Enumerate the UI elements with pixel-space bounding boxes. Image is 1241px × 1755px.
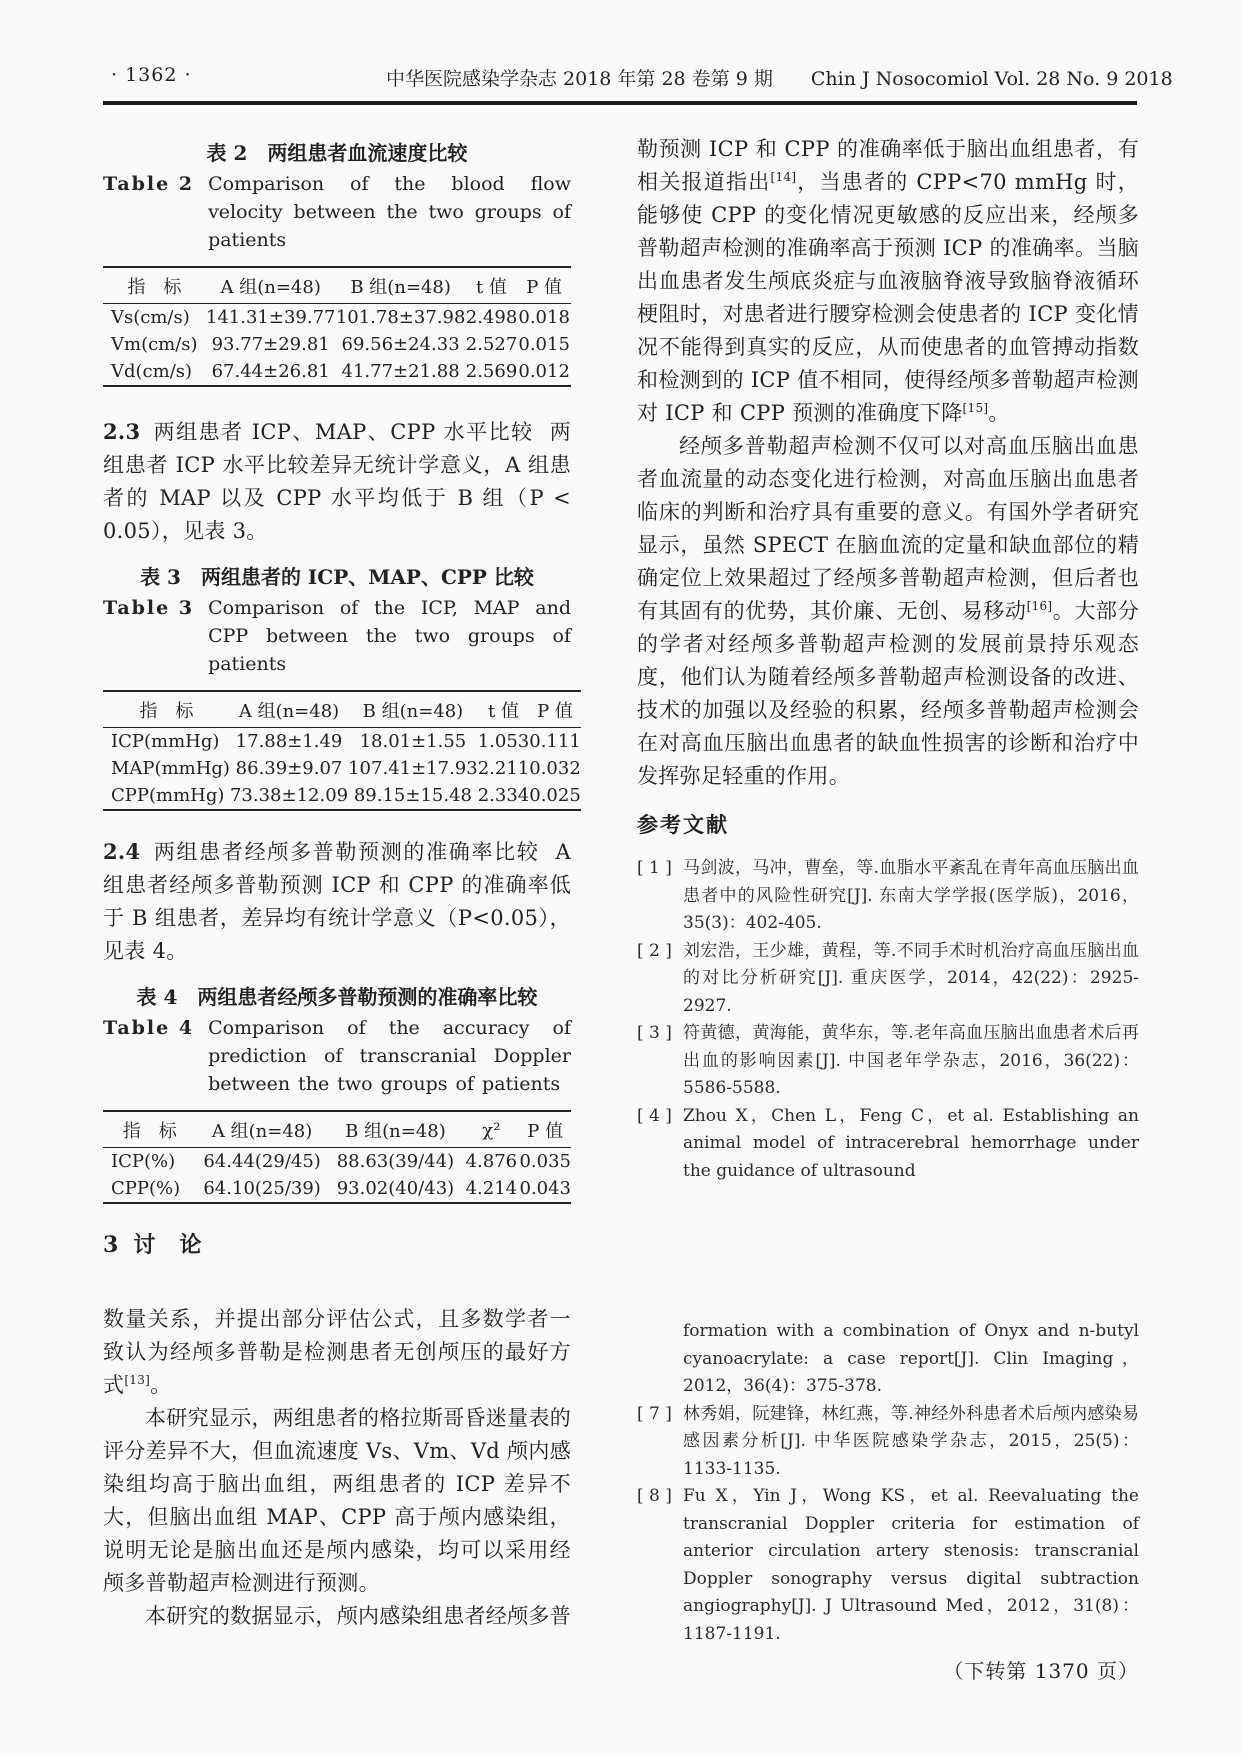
cell: 1.053 <box>477 731 530 752</box>
citation-superscript: [15] <box>962 401 989 415</box>
paragraph-text: 。大部分的学者对经颅多普勒超声检测的发展前景持乐观态度，他们认为随着经颅多普勒超声检测设备的改进、技术的加强以及经验的积累，经颅多普勒超声检测会在对高血压脑出血患者的缺血性损害的诊断和治疗中发挥弥足轻重的作用。 <box>637 599 1139 788</box>
table3-caption-en-text: Comparison of the ICP, MAP and CPP between the two groups of patients <box>208 597 571 675</box>
paragraph-continued <box>103 1303 571 1402</box>
section-title: 两组患者经颅多普勒预测的准确率比较 <box>152 840 540 864</box>
reference-item <box>637 855 1139 938</box>
citation-superscript: [14] <box>770 170 797 184</box>
table3-caption-cn: 表 3 两组患者的 ICP、MAP、CPP 比较 <box>140 565 534 589</box>
table-row <box>103 304 571 332</box>
cell: Vd(cm/s) <box>111 361 193 382</box>
cell: Vs(cm/s) <box>111 307 190 328</box>
cell: 41.77±21.88 <box>341 361 460 382</box>
col-header: A 组(n=48) <box>230 691 348 728</box>
table-header-row <box>103 1111 571 1148</box>
cell: 2.211 <box>477 758 530 779</box>
page-number: · 1362 · <box>111 64 192 86</box>
right-column-top <box>637 133 1139 1185</box>
section-number: 2.4 <box>103 839 141 864</box>
table-row <box>103 782 581 810</box>
right-column-bottom <box>637 1318 1139 1686</box>
paragraph: 本研究的数据显示，颅内感染组患者经颅多普 <box>145 1604 571 1628</box>
reference-text: 林秀娟，阮建锋，林红燕，等.神经外科患者术后颅内感染易感因素分析[J]. 中华医院感染学杂志，2015，25(5)：1133-1135. <box>683 1403 1139 1479</box>
col-header: B 组(n=48) <box>335 267 465 304</box>
col-header: P 值 <box>529 691 581 728</box>
cell: 88.63(39/44) <box>336 1151 455 1172</box>
table-header-row <box>103 267 571 304</box>
reference-item <box>637 1020 1139 1103</box>
cell: 2.498 <box>465 307 518 328</box>
paragraph-text: 数量关系，并提出部分评估公式，且多数学者一致认为经颅多普勒是检测患者无创颅压的最好方式 <box>103 1307 571 1397</box>
table-row <box>103 358 571 386</box>
cell: 2.527 <box>465 334 518 355</box>
left-column-top <box>103 138 581 1259</box>
reference-label: [ 1 ] <box>637 858 672 878</box>
cell: CPP(%) <box>111 1178 181 1199</box>
paragraph-text: 。 <box>988 401 1010 425</box>
continued-on-page-note: （下转第 1370 页） <box>943 1659 1139 1683</box>
cell: 101.78±37.98 <box>335 307 466 328</box>
table-row <box>103 755 581 782</box>
cell: 0.032 <box>529 758 581 779</box>
paragraph-continued <box>637 133 1139 430</box>
cell: 17.88±1.49 <box>235 731 343 752</box>
cell: 2.569 <box>465 361 518 382</box>
paragraph: 本研究显示，两组患者的格拉斯哥昏迷量表的评分差异不大，但血流速度 Vs、Vm、Vd 颅内感染组均高于脑出血组，两组患者的 ICP 差异不大，但脑出血组 MAP、CPP 高于颅内感染组，说明无论是脑出血还是颅内感染，均可以采用经颅多普勒超声检测进行预测。 <box>103 1406 571 1595</box>
references-heading: 参考文献 <box>637 812 729 837</box>
cell: Vm(cm/s) <box>111 334 198 355</box>
reference-continuation <box>637 1318 1139 1401</box>
col-header: P 值 <box>519 1111 571 1148</box>
cell: 0.015 <box>518 334 570 355</box>
section-body: A 组患者经颅多普勒预测 ICP 和 CPP 的准确率低于 B 组患者，差异均有统计学意义（P<0.05），见表 4。 <box>103 840 571 963</box>
cell: 0.012 <box>518 361 570 382</box>
cell: 107.41±17.93 <box>348 758 478 779</box>
paragraph-text: 。 <box>150 1373 172 1397</box>
col-header: A 组(n=48) <box>197 1111 328 1148</box>
citation-superscript: [13] <box>124 1373 151 1387</box>
table2-caption-en-text: Comparison of the blood flow velocity between the two groups of patients <box>208 173 571 251</box>
table2 <box>103 266 571 387</box>
table-row <box>103 331 571 358</box>
table3-caption-en <box>103 594 571 678</box>
table3-caption-en-label: Table 3 <box>103 597 195 619</box>
col-header: B 组(n=48) <box>328 1111 464 1148</box>
col-header: 指 标 <box>103 267 206 304</box>
cell: 0.043 <box>519 1178 571 1199</box>
cell: 0.025 <box>529 785 581 806</box>
table3 <box>103 690 581 811</box>
table-header-row <box>103 691 581 728</box>
section-2-4 <box>103 835 571 968</box>
reference-label: [ 4 ] <box>637 1105 672 1126</box>
cell: 0.111 <box>529 731 581 752</box>
table4-caption-en-text: Comparison of the accuracy of prediction of transcranial Doppler between the two groups of patients <box>208 1017 571 1095</box>
cell: 0.035 <box>519 1151 571 1172</box>
left-column-bottom <box>103 1303 571 1633</box>
reference-text: 马剑波，马冲，曹垒，等.血脂水平紊乱在青年高血压脑出血患者中的风险性研究[J]. 东南大学学报(医学版)，2016，35(3)：402-405. <box>683 858 1139 933</box>
cell: 141.31±39.77 <box>205 307 336 328</box>
cell: 2.334 <box>477 785 530 806</box>
cell: ICP(mmHg) <box>111 731 220 752</box>
section-3-heading <box>103 1228 571 1259</box>
reference-label <box>637 1318 683 1401</box>
cell: CPP(mmHg) <box>111 785 225 806</box>
table4-caption-en <box>103 1014 571 1098</box>
paragraph-text: ，当患者的 CPP<70 mmHg 时，能够使 CPP 的变化情况更敏感的反应出来，经颅多普勒超声检测的准确率高于预测 ICP 的准确率。当脑出血患者发生颅底炎症与血液脑脊液导致脑脊液循环梗阻时，对患者进行腰穿检测会使患者的 ICP 变化情况不能得到真实的反应，从而使患者的血管搏动指数和检测到的 ICP 值不相同，使得经颅多普勒超声检测对 ICP 和 CPP 预测的准确度下降 <box>637 170 1139 425</box>
cell: 4.214 <box>465 1178 518 1199</box>
cell: 67.44±26.81 <box>211 361 330 382</box>
journal-title-line: 中华医院感染学杂志 2018 年第 28 卷第 9 期 Chin J Nosocomiol Vol. 28 No. 9 2018 <box>386 68 1173 90</box>
table-row <box>103 728 581 756</box>
cell: 69.56±24.33 <box>341 334 460 355</box>
col-header: 指 标 <box>103 1111 197 1148</box>
cell: 4.876 <box>465 1151 518 1172</box>
cell: MAP(mmHg) <box>111 758 230 779</box>
reference-text: Fu X，Yin J，Wong KS，et al. Reevaluating the transcranial Doppler criteria for estimation of anterior circulation artery stenosis: transcranial Doppler sonography versus digital subtraction angiography[J]. J Ultrasound Med，2012，31(8)：1187-1191. <box>683 1486 1139 1644</box>
table4-caption-en-label: Table 4 <box>103 1017 195 1039</box>
reference-label: [ 8 ] <box>637 1486 672 1506</box>
table-row <box>103 1175 571 1203</box>
reference-label: [ 7 ] <box>637 1403 672 1424</box>
reference-text: Zhou X，Chen L，Feng C，et al. Establishing an animal model of intracerebral hemorrhage under the guidance of ultrasound <box>683 1105 1139 1181</box>
table2-caption-en <box>103 170 571 254</box>
section-number: 2.3 <box>103 419 141 444</box>
reference-list <box>637 855 1139 1185</box>
reference-label: [ 3 ] <box>637 1023 672 1043</box>
reference-item <box>637 1401 1139 1484</box>
reference-text: 符黄德，黄海能，黄华东，等.老年高血压脑出血患者术后再出血的影响因素[J]. 中国老年学杂志，2016，36(22)：5586-5588. <box>683 1023 1139 1098</box>
cell: 89.15±15.48 <box>353 785 472 806</box>
table4-caption-cn: 表 4 两组患者经颅多普勒预测的准确率比较 <box>136 985 538 1009</box>
cell: 64.10(25/39) <box>203 1178 321 1199</box>
col-header: t 值 <box>466 267 518 304</box>
citation-superscript: [16] <box>1026 599 1053 613</box>
reference-item <box>637 938 1139 1021</box>
cell: 64.44(29/45) <box>203 1151 321 1172</box>
reference-item <box>637 1483 1139 1648</box>
section-number: 3 <box>103 1232 120 1258</box>
reference-item <box>637 1103 1139 1186</box>
reference-text: 刘宏浩，王少雄，黄程，等.不同手术时机治疗高血压脑出血的对比分析研究[J]. 重庆医学，2014，42(22)：2925-2927. <box>683 940 1139 1016</box>
cell: 73.38±12.09 <box>229 785 349 806</box>
col-header: χ² <box>463 1111 519 1148</box>
paragraph <box>637 430 1139 793</box>
cell: ICP(%) <box>111 1151 176 1172</box>
cell: 93.02(40/43) <box>336 1178 455 1199</box>
col-header: A 组(n=48) <box>206 267 336 304</box>
col-header: P 值 <box>517 267 571 304</box>
cell: 18.01±1.55 <box>359 731 467 752</box>
col-header: B 组(n=48) <box>348 691 478 728</box>
col-header: t 值 <box>478 691 530 728</box>
paragraph-text: 勒预测 ICP 和 CPP 的准确率低于脑出血组患者，有相关报道指出 <box>637 137 1139 194</box>
section-body: 两组患者 ICP 水平比较差异无统计学意义，A 组患者的 MAP 以及 CPP 水平均低于 B 组（P < 0.05），见表 3。 <box>103 420 571 543</box>
section-2-3 <box>103 415 571 548</box>
section-title: 两组患者 ICP、MAP、CPP 水平比较 <box>152 420 534 444</box>
paragraph-text: 经颅多普勒超声检测不仅可以对高血压脑出血患者血流量的动态变化进行检测，对高血压脑出血患者临床的判断和治疗具有重要的意义。有国外学者研究显示，虽然 SPECT 在脑血流的定量和缺血部位的精确定位上效果超过了经颅多普勒超声检测，但后者也有其固有的优势，其价廉、无创、易移动 <box>637 434 1139 623</box>
reference-label: [ 2 ] <box>637 940 672 961</box>
page-header <box>103 64 1173 92</box>
col-header: 指 标 <box>103 691 230 728</box>
cell: 93.77±29.81 <box>211 334 330 355</box>
table-row <box>103 1148 571 1176</box>
table4 <box>103 1110 571 1204</box>
table2-caption-cn: 表 2 两组患者血流速度比较 <box>206 141 468 165</box>
section-title: 讨 论 <box>133 1232 203 1258</box>
cell: 86.39±9.07 <box>235 758 343 779</box>
reference-text: formation with a combination of Onyx and n-butyl cyanoacrylate: a case report[J]. Clin Imaging，2012，36(4)：375-378. <box>683 1321 1139 1396</box>
table2-caption-en-label: Table 2 <box>103 173 195 195</box>
header-rule <box>103 101 1137 105</box>
cell: 0.018 <box>518 307 570 328</box>
